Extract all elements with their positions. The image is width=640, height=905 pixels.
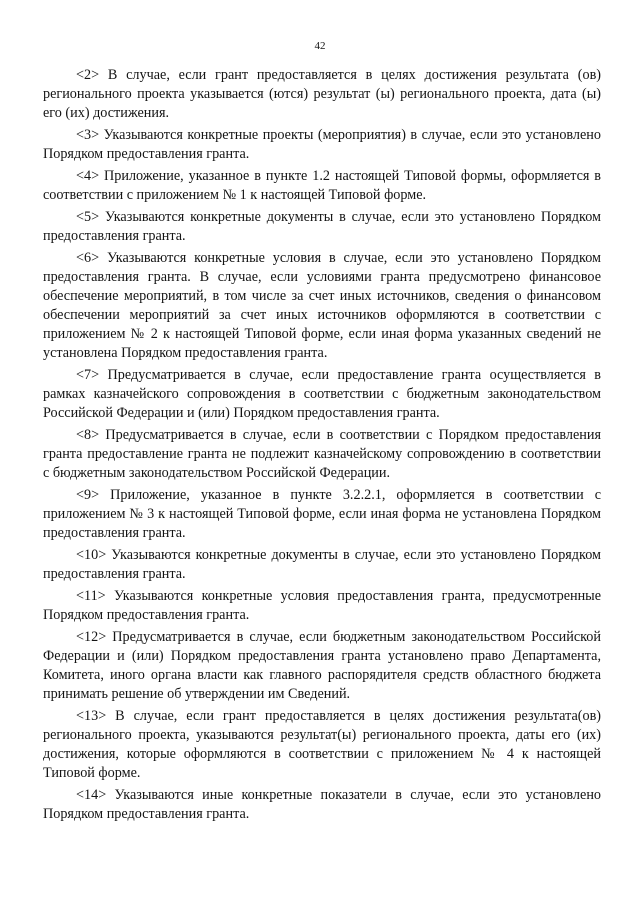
footnote-text: Указываются конкретные проекты (мероприятия) в случае, если это установлено Порядком предоставления гранта. <box>43 127 601 162</box>
footnote-6 <box>43 249 601 363</box>
footnote-mark: <6> <box>76 250 100 266</box>
footnote-mark: <8> <box>76 427 100 443</box>
footnote-text: Указываются конкретные документы в случае, если это установлено Порядком предоставления гранта. <box>43 209 601 244</box>
footnote-4 <box>43 167 601 205</box>
footnote-3 <box>43 126 601 164</box>
footnote-13 <box>43 707 601 783</box>
footnote-9 <box>43 486 601 543</box>
footnote-mark: <14> <box>76 787 107 803</box>
footnote-mark: <2> <box>76 67 100 83</box>
footnote-text: Приложение, указанное в пункте 3.2.2.1, оформляется в соответствии с приложением № 3 к настоящей Типовой форме, если иная форма не установлена Порядком предоставления гранта. <box>43 487 602 541</box>
footnote-text: Приложение, указанное в пункте 1.2 настоящей Типовой формы, оформляется в соответствии с приложением № 1 к настоящей Типовой форме. <box>43 168 601 203</box>
footnote-text: В случае, если грант предоставляется в целях достижения результата(ов) регионального проекта, указываются результат(ы) регионального проекта, даты его (их) достижения, которые оформляются в соответствии с приложением № 4 к настоящей Типовой форме. <box>43 708 601 781</box>
footnote-14 <box>43 786 601 824</box>
footnote-mark: <4> <box>76 168 100 184</box>
footnote-mark: <3> <box>76 127 100 143</box>
footnote-text: Предусматривается в случае, если бюджетным законодательством Российской Федерации и (или) Порядком предоставления гранта установлено право Департамента, Комитета, иного органа власти как главного распорядителя средств областного бюджета принимать решение об утверждении им Сведений. <box>43 629 601 702</box>
footnote-text: Указываются иные конкретные показатели в случае, если это установлено Порядком предоставления гранта. <box>43 787 601 822</box>
footnote-11 <box>43 587 601 625</box>
footnote-text: Указываются конкретные условия в случае, если это установлено Порядком предоставления гранта. В случае, если условиями гранта предусмотрено финансовое обеспечение мероприятий, в том числе за счет иных источников, сведения о финансовом обеспечении мероприятий за счет иных источников оформляются в соответствии с приложением № 2 к настоящей Типовой форме, если иная форма указанных сведений не установлена Порядком предоставления гранта. <box>43 250 601 361</box>
footnote-text: Предусматривается в случае, если предоставление гранта осуществляется в рамках казначейского сопровождения в соответствии с бюджетным законодательством Российской Федерации и (или) Порядком предоставления гранта. <box>43 367 602 421</box>
footnote-5 <box>43 208 601 246</box>
footnote-mark: <13> <box>76 708 107 724</box>
footnote-text: Предусматривается в случае, если в соответствии с Порядком предоставления гранта предоставление гранта не подлежит казначейскому сопровождению в соответствии с бюджетным законодательством Российской Федерации. <box>43 427 601 481</box>
footnote-text: Указываются конкретные документы в случае, если это установлено Порядком предоставления гранта. <box>43 547 602 582</box>
footnote-8 <box>43 426 601 483</box>
footnote-7 <box>43 366 601 423</box>
footnote-mark: <5> <box>76 209 100 225</box>
footnote-2 <box>43 66 601 123</box>
footnote-10 <box>43 546 601 584</box>
footnotes-list <box>43 66 601 827</box>
footnote-text: Указываются конкретные условия предоставления гранта, предусмотренные Порядком предоставления гранта. <box>43 588 602 623</box>
footnote-mark: <12> <box>76 629 107 645</box>
footnote-12 <box>43 628 601 704</box>
footnote-mark: <11> <box>76 588 106 604</box>
page-number: 42 <box>314 40 326 52</box>
footnote-mark: <7> <box>76 367 100 383</box>
footnote-mark: <10> <box>76 547 107 563</box>
footnote-mark: <9> <box>76 487 100 503</box>
footnote-text: В случае, если грант предоставляется в целях достижения результата (ов) регионального проекта указывается (ются) результат (ы) регионального проекта, дата (ы) его (их) достижения. <box>43 67 601 121</box>
